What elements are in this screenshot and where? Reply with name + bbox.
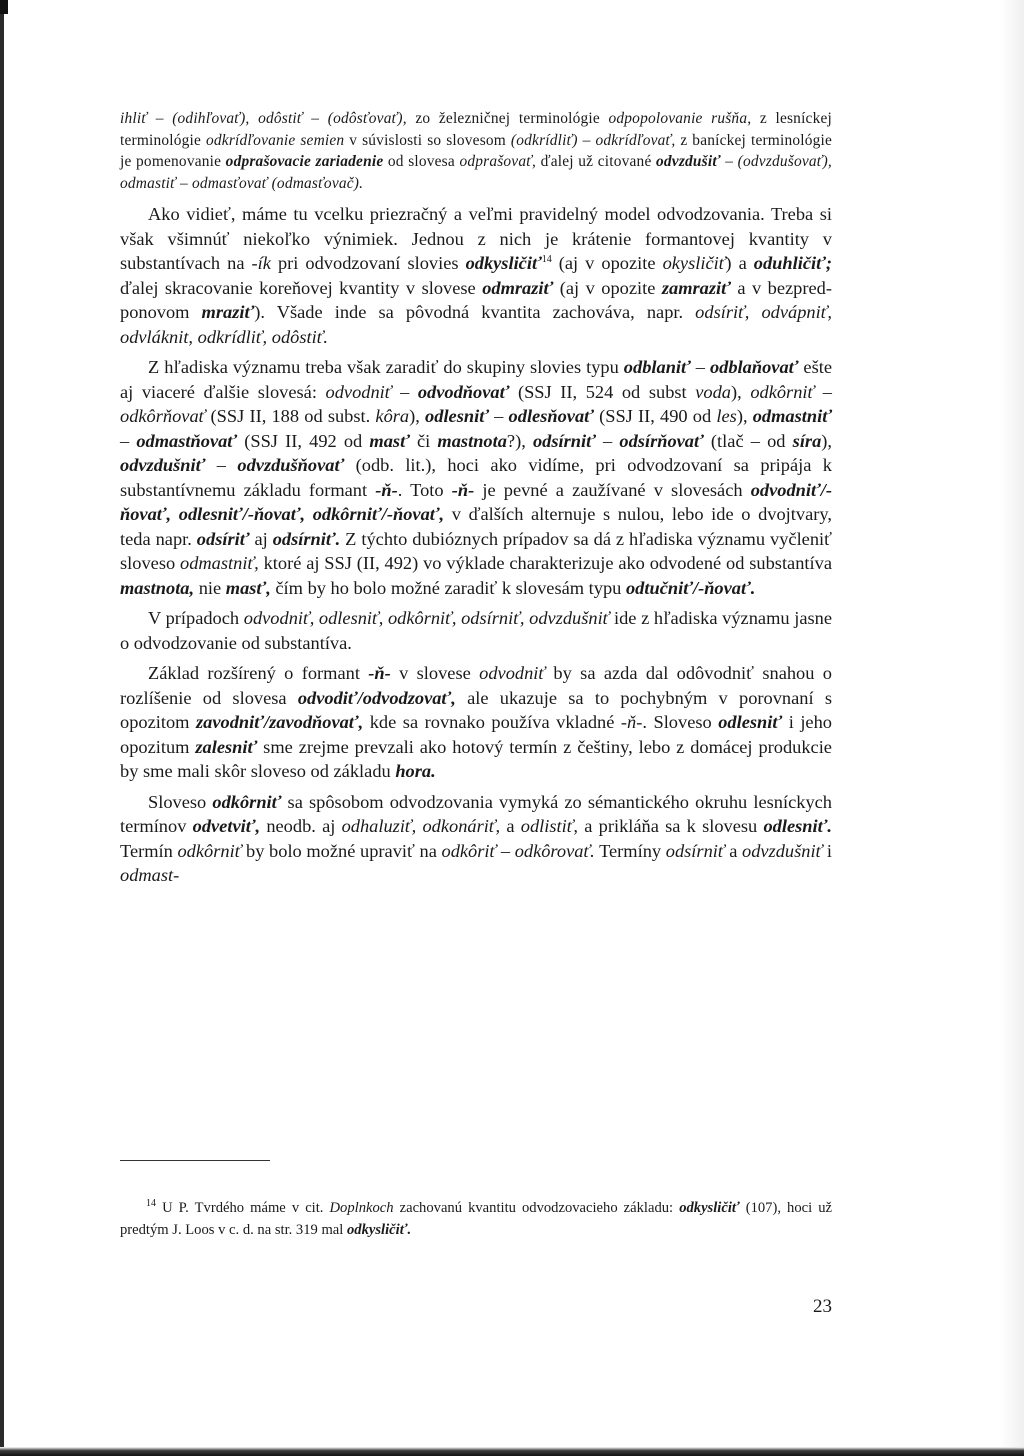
text: (odb. lit.), hoci ako vidíme, pri odvodzovaní sa pripája k substantívnemu základu formant [120, 455, 833, 500]
text: . Toto [397, 479, 452, 500]
term: odvzdušiť [656, 153, 721, 171]
term: zamraziť [661, 277, 731, 298]
footnote-ref: 14 [541, 254, 552, 266]
text: (tlač – od [703, 430, 793, 451]
term: okysličiť [662, 253, 726, 274]
term: odsíriť [196, 528, 250, 549]
term: masť [369, 430, 410, 451]
term: odvodniť [479, 663, 546, 684]
text: ?), [506, 430, 533, 451]
term: oduhličiť; [753, 253, 832, 274]
text: čím by ho bolo možné zaradiť k slovesám typu [270, 577, 626, 598]
term: odkysličiť [465, 253, 542, 274]
text: U P. Tvrdého máme v cit. [156, 1200, 330, 1216]
paragraph-5 [120, 790, 832, 888]
term: odmastniť [752, 406, 832, 427]
text: neodb. aj [260, 816, 342, 837]
text: v súvislosti so slovesom [344, 131, 511, 149]
text: ďalej už citované [536, 153, 656, 171]
text: ) a [725, 253, 754, 274]
text: ale ukazuje sa to pochybným v porovnaní s opozitom [120, 687, 833, 733]
term: odhaluziť, odkonáriť, [341, 816, 501, 837]
text: – [205, 455, 238, 476]
paragraph-3 [120, 606, 832, 655]
term: (odôsťovať), [327, 110, 407, 127]
text: Základ rozšírený o formant [148, 663, 369, 684]
text: – [814, 381, 832, 402]
term: odmraziť [482, 277, 554, 298]
text: nie [194, 577, 226, 598]
paragraph-2 [120, 355, 832, 600]
term: odblaniť [623, 357, 691, 378]
term: odsírniť [532, 430, 596, 451]
text: i [822, 840, 833, 861]
text: (aj v opozite [551, 253, 663, 274]
term: odkôrovať. [514, 840, 595, 861]
text: ), [731, 381, 751, 402]
text: kde sa rovnako používa vkladné [363, 712, 621, 733]
text: sme zrejme prevzali ako hotový termín z češtiny, lebo z domácej produkcie by sme mali skôr sloveso od základu [120, 736, 832, 782]
term: odsírňovať [619, 430, 704, 451]
footnote-number: 14 [146, 1198, 156, 1210]
term: mraziť [201, 302, 255, 323]
text: (aj v opozite [553, 277, 662, 298]
term: odpopolovanie rušňa, [608, 110, 752, 127]
term: (odkrídliť) [510, 131, 578, 149]
text: V prípadoch [148, 608, 244, 629]
term: odvzdušniť [120, 455, 206, 476]
text: by sa azda dal odôvodniť snahou o rozlíšenie od slovesa [120, 663, 832, 708]
text: – [720, 153, 738, 171]
term: síra [792, 430, 822, 451]
term: odmast- [120, 865, 180, 886]
term: odkôriť [441, 840, 497, 861]
term: -ň- [451, 479, 475, 500]
text: je pevné a zaužívané v slovesách [474, 479, 751, 500]
scan-edge-bottom [0, 1447, 1024, 1456]
term: -ň- [620, 712, 643, 733]
term: ihliť [120, 110, 148, 127]
term: (odvzdušovať), odmastiť [120, 153, 832, 192]
term: odvodňovať [417, 381, 510, 402]
text: ešte aj viaceré ďalšie slovesá: [120, 357, 832, 402]
page-number: 23 [813, 1296, 832, 1317]
text: ), [821, 430, 833, 451]
term: (odihľovať), [172, 110, 250, 127]
text: – [577, 131, 596, 149]
term: Doplnkoch [329, 1200, 394, 1216]
term: kôra [375, 406, 410, 427]
footnote [120, 1197, 832, 1241]
term: les [716, 406, 737, 427]
text: – [488, 406, 509, 427]
term: -ík [251, 253, 271, 274]
term: mastnota, [120, 577, 195, 598]
text: ďalej skracovanie koreňovej kvantity v slovese [120, 277, 483, 298]
text: ide z hľadiska významu jasne o odvodzovanie od substantíva. [120, 608, 832, 653]
paragraph-4 [120, 661, 832, 784]
text: zachovanú kvantitu odvodzovacieho základu: [393, 1200, 680, 1216]
text: – [690, 357, 710, 378]
text: a prikláňa sa k slovesu [578, 816, 764, 837]
term: -ň- [368, 663, 391, 684]
text: Sloveso [148, 791, 213, 812]
term: odkrídľovať, [595, 131, 676, 149]
term: odsírniť [665, 840, 725, 861]
text: a v bezpredponovom [120, 277, 832, 323]
term: odmastniť, [180, 553, 259, 574]
paragraph-1 [120, 202, 832, 349]
term: zalesniť [195, 736, 258, 757]
text: Termín [120, 840, 178, 861]
term: odkôrniť [177, 840, 242, 861]
text: v slovese [390, 663, 480, 684]
text: zo železničnej terminológie [406, 110, 609, 127]
text: od slovesa [383, 153, 460, 171]
term: odprašovať, [459, 153, 537, 171]
term: odkysličiť. [347, 1222, 412, 1238]
term: odvodniť, odlesniť, odkôrniť, odsírniť, odvzdušniť [243, 608, 610, 629]
text: Z týchto dubióznych prípadov sa dá z hľadiska významu vyčleniť sloveso [120, 528, 832, 574]
text: – [147, 110, 173, 127]
text: . Sloveso [642, 712, 719, 733]
text: i jeho opozitum [120, 712, 832, 757]
text: či [409, 430, 438, 451]
term: odprašovacie zariadenie [225, 153, 384, 171]
term: odvodniť/-ňovať, odlesniť/-ňovať, odkôrniť/-ňovať, [120, 479, 832, 525]
text: (SSJ II, 490 od [593, 406, 717, 427]
term: mastnota [437, 430, 507, 451]
text: ), [409, 406, 426, 427]
term: odvetviť, [192, 816, 261, 837]
term: odlesniť. [763, 816, 832, 837]
term: odlistiť, [520, 816, 579, 837]
text: (SSJ II, 492 od [237, 430, 370, 451]
text: a [724, 840, 742, 861]
term: odsírniť. [272, 528, 341, 549]
text: – [595, 430, 620, 451]
term: odkôrňovať [120, 406, 206, 427]
text: – [391, 381, 418, 402]
text: (107), hoci už predtým J. Loos v c. d. na str. 319 mal [120, 1200, 832, 1238]
term: odkôrniť [750, 381, 815, 402]
text: by bolo možné upraviť na [241, 840, 442, 861]
text: z lesníckej terminológie [120, 110, 832, 149]
term: odôstiť [249, 110, 303, 127]
text: ktoré aj SSJ (II, 492) vo výklade charakterizuje ako odvodené od substantíva [258, 553, 832, 574]
scan-edge-left [0, 0, 4, 1456]
term: odmastňovať [136, 430, 238, 451]
term: odvzdušniť [742, 840, 823, 861]
page-body [120, 108, 832, 894]
term: masť, [225, 577, 271, 598]
text: Z hľadiska významu treba však zaradiť do skupiny slovies typu [148, 357, 624, 378]
text: – [302, 110, 328, 127]
term: odtučniť/-ňovať. [625, 577, 756, 598]
text: aj [249, 528, 273, 549]
term: odlesniť [425, 406, 489, 427]
scan-shade-right [1000, 0, 1024, 1456]
text: – [496, 840, 515, 861]
text: (SSJ II, 524 od subst [509, 381, 696, 402]
text: a [500, 816, 521, 837]
footnote-divider [120, 1160, 270, 1161]
text: – [120, 430, 137, 451]
text: sa spôsobom odvodzovania vymyká zo sémantického okruhu lesníckych termínov [120, 791, 832, 837]
term: odvodiť/odvodzovať, [297, 687, 456, 708]
term: odkôrniť [212, 791, 282, 812]
term: odlesňovať [508, 406, 594, 427]
text: z baníckej terminológie je pomenovanie [120, 131, 833, 171]
term: odvzdušňovať [237, 455, 345, 476]
text: Ako vidieť, máme tu vcelku priezračný a veľmi pravidelný model odvodzovania. Treba si však všimnúť niekoľko výnimiek. Jednou z nich je krátenie formantovej kvantity v substantívach na [120, 204, 832, 274]
term: hora. [395, 761, 436, 782]
intro-paragraph [120, 108, 832, 194]
text: Termíny [594, 840, 666, 861]
text: ). Všade inde sa pôvodná kvantita zachováva, napr. [254, 302, 696, 323]
term: odlesniť [718, 712, 783, 733]
term: -ň- [375, 479, 398, 500]
term: odkysličiť [679, 1200, 740, 1216]
term: voda [695, 381, 731, 402]
term: odmasťovať (odmasťovač). [191, 174, 364, 192]
term: odsíriť, odvápniť, odvláknit, odkrídliť, odôstiť. [120, 302, 832, 347]
scan-mark-top-left [0, 0, 8, 14]
text: – [175, 174, 192, 192]
term: odkrídľovanie semien [206, 131, 345, 149]
term: odblaňovať [709, 357, 799, 378]
text: v ďalších alternuje s nulou, lebo ide o dvojtvary, teda napr. [120, 504, 832, 549]
text: (SSJ II, 188 od subst. [205, 406, 376, 427]
text: ), [736, 406, 753, 427]
term: zavodniť/zavodňovať, [196, 712, 364, 733]
text: pri odvodzovaní slovies [270, 253, 466, 274]
term: odvodniť [325, 381, 392, 402]
